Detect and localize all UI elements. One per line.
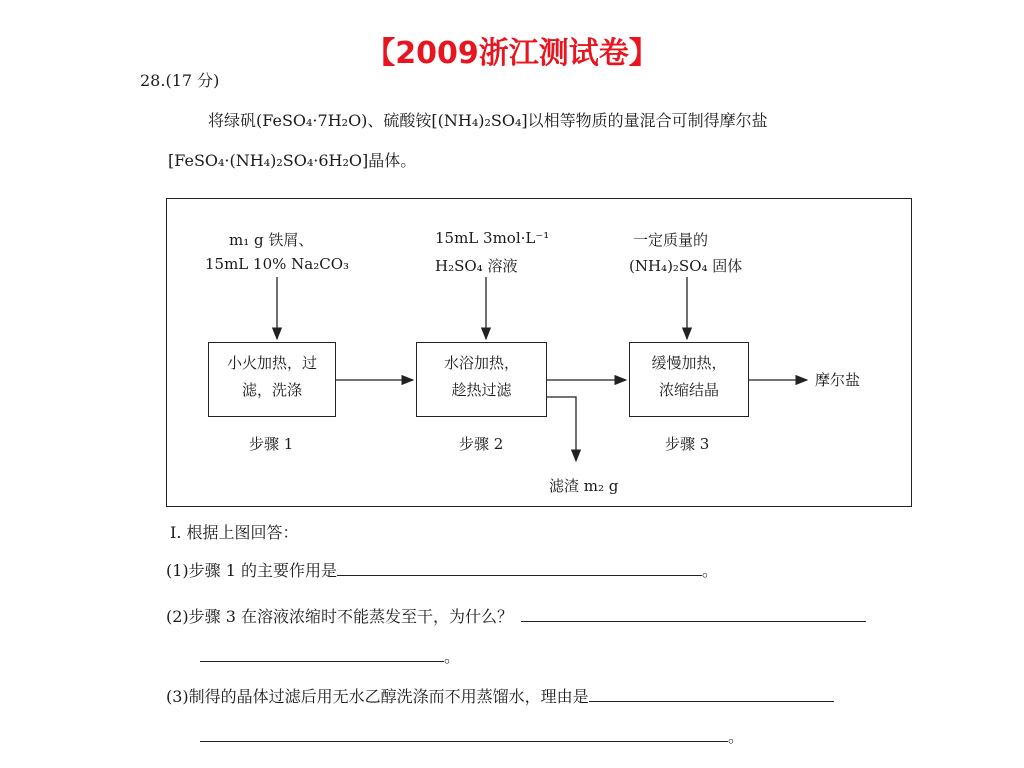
question-2-row-cont [200,644,460,667]
flowchart-frame [166,198,912,507]
input3-line2: (NH₄)₂SO₄ 固体 [629,257,743,275]
question-number: 28.(17 分) [140,71,220,90]
question-1-row [166,558,718,581]
step2-box-line2: 趁热过滤 [451,381,512,399]
step2-box [416,342,547,417]
step1-box-line2: 滤，洗涤 [241,381,302,399]
step3-box-line2: 浓缩结晶 [658,381,719,399]
step3-box-line1: 缓慢加热， [651,354,727,372]
answer-blank-3a[interactable] [589,685,834,702]
question-2-row [166,604,866,627]
step3-label: 步骤 3 [665,435,710,453]
question-intro-line2: [FeSO₄·(NH₄)₂SO₄·6H₂O]晶体。 [168,151,417,170]
input2-line2: H₂SO₄ 溶液 [435,257,518,275]
question-1-text: (1)步骤 1 的主要作用是 [166,561,338,580]
input1-line1: m₁ g 铁屑、 [229,231,314,249]
step2-label: 步骤 2 [459,435,504,453]
input3-line1: 一定质量的 [633,231,709,249]
step3-box [629,342,749,417]
question-intro-line1: 将绿矾(FeSO₄·7H₂O)、硫酸铵[(NH₄)₂SO₄]以相等物质的量混合可制得摩尔盐 [208,111,768,130]
answer-blank-1[interactable] [337,559,702,576]
step1-label: 步骤 1 [249,435,294,453]
part1-heading: Ⅰ. 根据上图回答： [170,523,299,542]
answer-blank-3b[interactable] [200,725,728,742]
product-label: 摩尔盐 [815,371,861,389]
slide-title: 【2009浙江测试卷】 [365,36,659,71]
question-3-row [166,684,834,707]
step1-box [208,342,336,417]
question-1-period: 。 [702,561,719,580]
residue-label: 滤渣 m₂ g [549,477,619,495]
step1-box-line1: 小火加热，过 [226,354,317,372]
arrow-residue [547,397,576,461]
question-3-row-cont [200,724,744,747]
answer-blank-2a[interactable] [521,605,866,622]
question-2-text: (2)步骤 3 在溶液浓缩时不能蒸发至干，为什么？ [166,607,514,626]
question-2-period: 。 [444,647,461,666]
input2-line1: 15mL 3mol·L⁻¹ [435,229,550,247]
question-3-period: 。 [728,727,745,746]
question-3-text: (3)制得的晶体过滤后用无水乙醇洗涤而不用蒸馏水，理由是 [166,687,589,706]
step2-box-line1: 水浴加热， [443,354,519,372]
input1-line2: 15mL 10% Na₂CO₃ [205,255,350,273]
answer-blank-2b[interactable] [200,645,444,662]
